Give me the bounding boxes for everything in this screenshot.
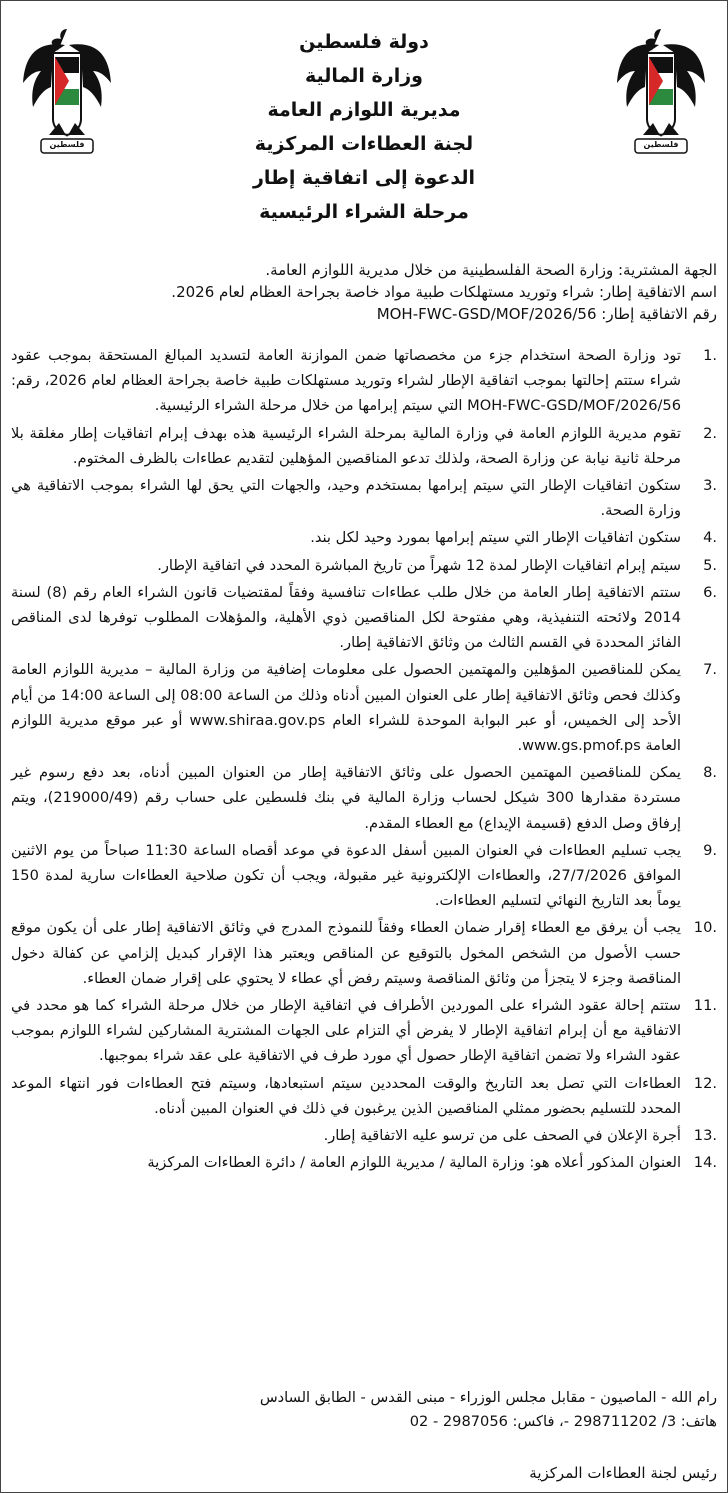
- header-state: دولة فلسطين: [299, 31, 429, 53]
- item-number: .9: [703, 841, 717, 859]
- agreement-number-line: رقم الاتفاقية إطار: MOH-FWC-GSD/MOF/2026/56: [376, 305, 717, 323]
- item-number: .6: [703, 583, 717, 601]
- item-number: .5: [703, 556, 717, 574]
- item-text: العطاءات التي تصل بعد التاريخ والوقت المحددين سيتم استبعادها، وسيتم فتح العطاءات فور انتهاء الموعد المحدد للتسليم بحضور ممثلي المناقصين الذين يرغبون في ذلك في العنوان المبين أدناه.: [11, 1074, 681, 1117]
- contact-footer: [11, 1386, 717, 1434]
- address-line: رام الله - الماصيون - مقابل مجلس الوزراء - مبنى القدس - الطابق السادس: [259, 1389, 717, 1406]
- list-item: [11, 993, 717, 1069]
- list-item: [11, 1123, 717, 1148]
- item-text: يمكن للمناقصين المهتمين الحصول على وثائق الاتفاقية إطار من العنوان المبين أدناه، بعد دفع رسوم غير مستردة مقدارها 300 شيكل لحساب وزارة المالية في بنك فلسطين على حساب رقم (219000/49)، ويتم إرفاق وصل الدفع (قسيمة الإيداع) مع العطاء المقدم.: [11, 764, 681, 832]
- item-number: .10: [693, 919, 717, 937]
- item-number: .2: [703, 424, 717, 442]
- item-number: .14: [693, 1154, 717, 1172]
- item-text: ستكون اتفاقيات الإطار التي سيتم إبرامها بمستخدم وحيد، والجهات التي يحق لها الشراء بموجب الاتفاقية هي وزارة الصحة.: [11, 477, 681, 520]
- document-header: [151, 27, 577, 231]
- list-item: [11, 760, 717, 836]
- palestine-eagle-emblem-icon: [613, 23, 709, 163]
- header-ministry: وزارة المالية: [305, 65, 423, 87]
- buyer-line: الجهة المشترية: وزارة الصحة الفلسطينية من خلال مديرية اللوازم العامة.: [265, 261, 717, 279]
- item-text: أجرة الإعلان في الصحف على من ترسو عليه الاتفاقية إطار.: [323, 1127, 681, 1145]
- agreement-name-line: اسم الاتفاقية إطار: شراء وتوريد مستهلكات طبية مواد خاصة بجراحة العظام لعام 2026.: [171, 283, 717, 301]
- list-item: [11, 657, 717, 758]
- header-invitation: الدعوة إلى اتفاقية إطار: [252, 167, 476, 189]
- header-directorate: مديرية اللوازم العامة: [267, 99, 461, 121]
- item-number: .12: [693, 1074, 717, 1092]
- item-number: .8: [703, 764, 717, 782]
- list-item: [11, 553, 717, 578]
- item-text: يجب تسليم العطاءات في العنوان المبين أسفل الدعوة في موعد أقصاه الساعة 11:30 صباحاً من يوم الاثنين الموافق 27/7/2026، والعطاءات الإلكترونية غير مقبولة، ويجب أن تكون صلاحية العطاءات سارية لمدة 150 يوماً بعد التاريخ النهائي لتسليم العطاءات.: [11, 841, 682, 910]
- header-stage: مرحلة الشراء الرئيسية: [259, 201, 469, 223]
- list-item: [11, 525, 717, 550]
- item-text: يمكن للمناقصين المؤهلين والمهتمين الحصول على معلومات إضافية من وزارة المالية – مديرية اللوازم العامة وكذلك فحص وثائق الاتفاقية إطار على العنوان المبين أدناه وذلك من الساعة 08:00 إلى الساعة 14:00 من أيام الأحد إلى الخميس، أو عبر البوابة الموحدة للشراء العام www.shiraa.gov.ps أو عبر موقع مديرية اللوازم العامة www.gs.pmof.ps.: [11, 661, 681, 755]
- item-text: ستكون اتفاقيات الإطار التي سيتم إبرامها بمورد وحيد لكل بند.: [310, 529, 681, 547]
- list-item: [11, 915, 717, 991]
- palestine-eagle-emblem-icon: [19, 23, 115, 163]
- emblem-caption: فلسطين: [49, 140, 85, 149]
- list-item: [11, 1150, 717, 1175]
- item-text: العنوان المذكور أعلاه هو: وزارة المالية / مديرية اللوازم العامة / دائرة العطاءات المركزية: [147, 1154, 681, 1172]
- item-text: تقوم مديرية اللوازم العامة في وزارة المالية بمرحلة الشراء الرئيسية هذه بهدف إبرام اتفاقيات إطار مغلقة بلا مرحلة ثانية نيابة عن وزارة الصحة، ولذلك تدعو المناقصين المؤهلين لتقديم عطاءات بالظرف المختوم.: [11, 424, 681, 467]
- header-committee: لجنة العطاءات المركزية: [254, 133, 474, 155]
- signature-line: رئيس لجنة العطاءات المركزية: [529, 1464, 717, 1482]
- item-text: يجب أن يرفق مع العطاء إقرار ضمان العطاء وفقاً للنموذج المدرج في وثائق الاتفاقية إطار على أن يكون موقع حسب الأصول من الشخص المخول بالتوقيع عن المناقص ويعتبر هذا الإقرار كبديل إلزامي عن كفالة دخول المناقصة وجزء لا يتجزأ من وثائق المناقصة وسيتم رفض أي عطاء لا يحتوي على إقرار ضمان العطاء.: [11, 919, 681, 987]
- item-text: تود وزارة الصحة استخدام جزء من مخصصاتها ضمن الموازنة العامة لتسديد المبالغ المستحقة بموجب عقود شراء ستتم إحالتها بموجب اتفاقية الإطار لشراء وتوريد مستهلكات طبية خاصة بجراحة العظام لعام 2026، رقم: MOH-FWC-GSD/MOF/2026/56 التي سيتم إبرامها من خلال مرحلة الشراء الرئيسية.: [11, 347, 681, 415]
- item-number: .11: [693, 997, 717, 1015]
- item-number: .1: [703, 347, 717, 364]
- list-item: [11, 473, 717, 523]
- list-item: [11, 580, 717, 656]
- agreement-meta: [11, 259, 717, 325]
- item-text: سيتم إبرام اتفاقيات الإطار لمدة 12 شهراً من تاريخ المباشرة المحدد في اتفاقية الإطار.: [157, 556, 681, 574]
- list-item: [11, 838, 717, 914]
- terms-list: [11, 343, 717, 1178]
- item-number: .4: [703, 529, 717, 547]
- list-item: [11, 421, 717, 471]
- list-item: [11, 1071, 717, 1121]
- item-number: .13: [693, 1127, 717, 1145]
- phone-fax-line: هاتف: 3/ 298711202 -، فاكس: 2987056 - 02: [409, 1413, 717, 1430]
- item-number: .3: [703, 477, 717, 495]
- list-item: [11, 343, 717, 419]
- item-text: ستتم إحالة عقود الشراء على الموردين الأطراف في اتفاقية الإطار من خلال مرحلة الشراء كما هو محدد في الاتفاقية مع أن إبرام اتفاقية الإطار لا يفرض أي التزام على الجهات المشترية المشاركين لشراء اللوازم بموجب عقود الشراء ولا تضمن اتفاقية الإطار حصول أي مورد طرف في الاتفاقية على عقد شراء بموجبها.: [11, 997, 681, 1065]
- item-number: .7: [703, 661, 717, 679]
- emblem-caption: فلسطين: [643, 140, 679, 149]
- item-text: ستتم الاتفاقية إطار العامة من خلال طلب عطاءات تنافسية وفقاً لمقتضيات قانون الشراء العام رقم (8) لسنة 2014 ولائحته التنفيذية، وهي مفتوحة لكل المناقصين ذوي الأهلية، والمؤهلات المطلوب توفرها لدى المناقص الفائز المحددة في القسم الثالث من وثائق الاتفاقية إطار.: [11, 583, 682, 652]
